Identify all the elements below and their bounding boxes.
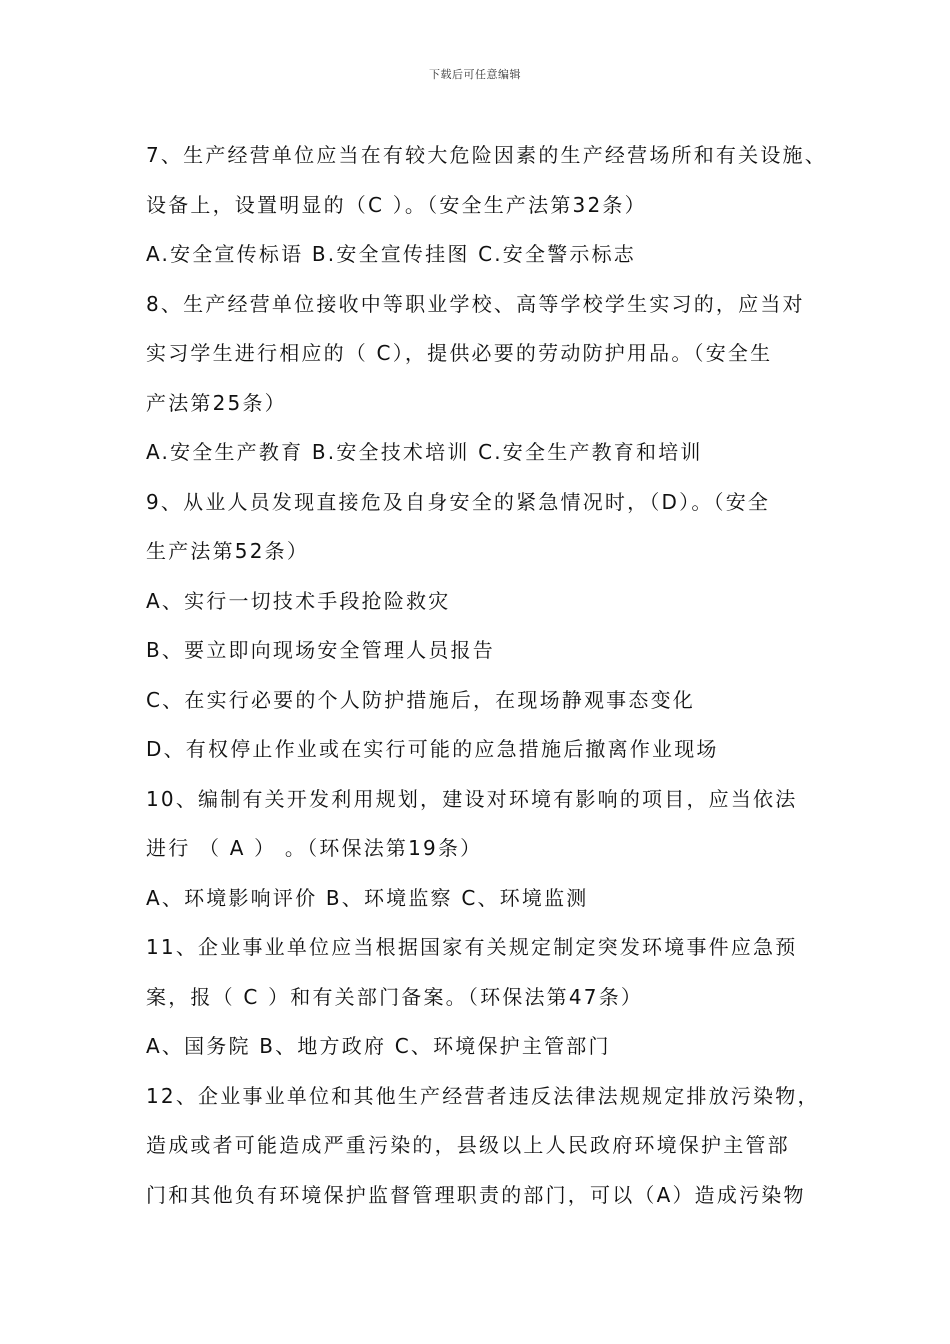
text-line: 造成或者可能造成严重污染的，县级以上人民政府环境保护主管部 [146,1133,790,1157]
text-line: 产法第25条） [146,390,287,415]
text-line: 生产法第52条） [146,539,310,563]
text-line: A.安全宣传标语 B.安全宣传挂图 C.安全警示标志 [146,242,637,266]
text-line: 案，报（ C ）和有关部门备案。（环保法第47条） [146,984,644,1009]
text-line: B、要立即向现场安全管理人员报告 [146,638,495,662]
text-line: 9、从业人员发现直接危及自身安全的紧急情况时，（D）。（安全 [146,489,771,514]
document-body [146,131,826,1220]
text-line: 10、编制有关开发利用规划，建设对环境有影响的项目，应当依法 [146,786,798,811]
page-header-note: 下载后可任意编辑 [429,68,521,81]
text-line: 实习学生进行相应的（ C），提供必要的劳动防护用品。（安全生 [146,341,773,365]
text-line: A、实行一切技术手段抢险救灾 [146,588,451,613]
text-line: A.安全生产教育 B.安全技术培训 C.安全生产教育和培训 [146,440,703,464]
text-line: 11、企业事业单位应当根据国家有关规定制定突发环境事件应急预 [146,935,798,959]
text-line: C、在实行必要的个人防护措施后，在现场静观事态变化 [146,687,695,712]
text-line: 12、企业事业单位和其他生产经营者违反法律法规规定排放污染物， [146,1083,820,1108]
text-line: 8、生产经营单位接收中等职业学校、高等学校学生实习的，应当对 [146,291,805,316]
text-line: 门和其他负有环境保护监督管理职责的部门，可以（A）造成污染物 [146,1182,806,1207]
text-line: 7、生产经营单位应当在有较大危险因素的生产经营场所和有关设施、 [146,143,827,167]
text-line: D、有权停止作业或在实行可能的应急措施后撤离作业现场 [146,737,719,761]
text-line: 设备上，设置明显的（C ）。（安全生产法第32条） [146,192,647,217]
text-line: A、环境影响评价 B、环境监察 C、环境监测 [146,885,589,910]
text-line: A、国务院 B、地方政府 C、环境保护主管部门 [146,1034,611,1058]
text-line: 进行 （ A ） 。（环保法第19条） [146,836,483,860]
